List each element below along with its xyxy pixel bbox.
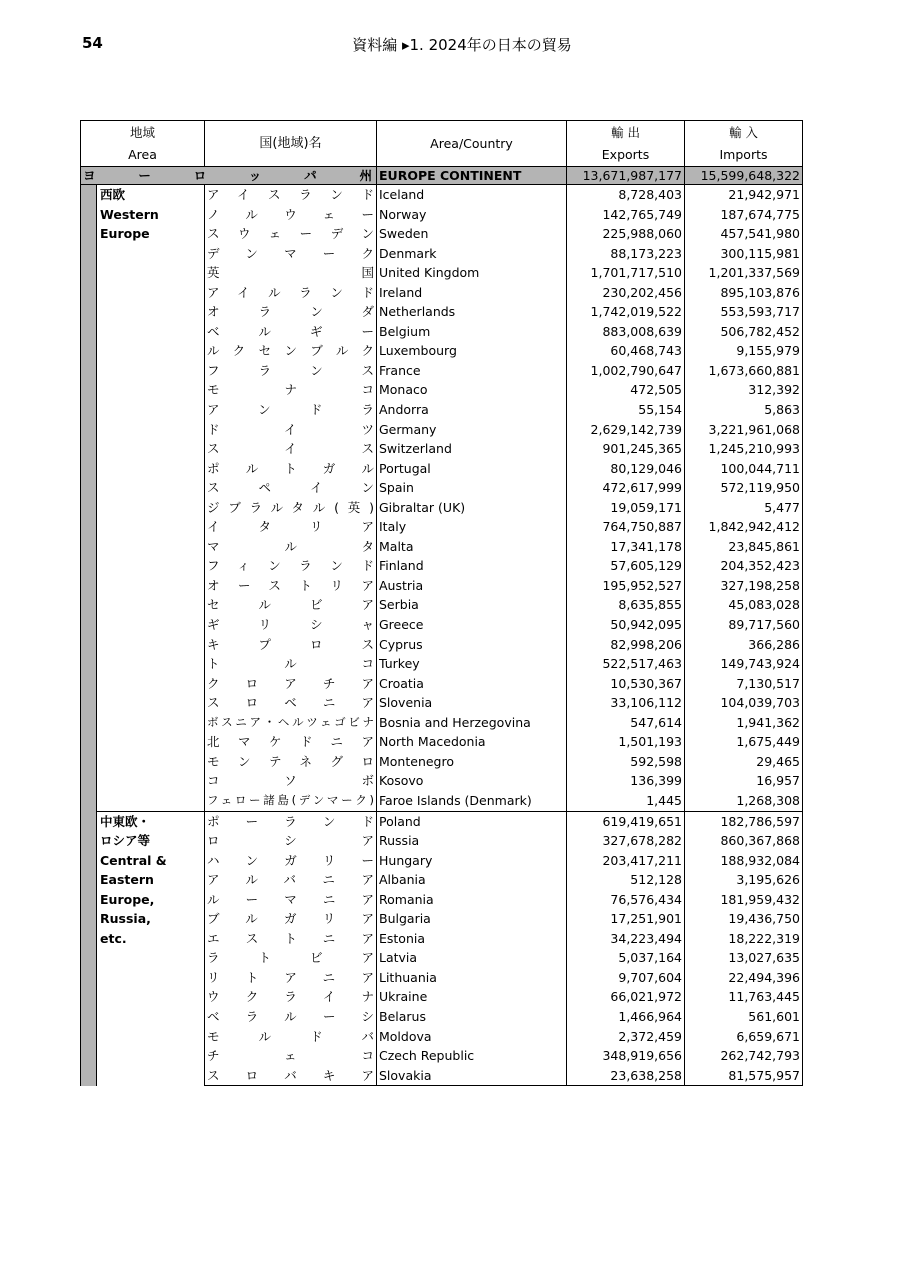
area-group-label [97,185,205,812]
exports-value: 76,576,434 [567,890,685,910]
country-name-ja: セルビア [205,595,377,615]
country-name-en: Gibraltar (UK) [377,498,567,518]
exports-value: 2,629,142,739 [567,420,685,440]
exports-value: 225,988,060 [567,224,685,244]
country-name-en: Belarus [377,1007,567,1027]
country-name-ja: ブルガリア [205,909,377,929]
imports-value: 182,786,597 [685,811,803,831]
country-name-ja: アルバニア [205,870,377,890]
country-name-en: Serbia [377,595,567,615]
area-label-line: Eastern [100,872,154,888]
exports-value: 10,530,367 [567,674,685,694]
country-name-ja: ポルトガル [205,459,377,479]
country-name-ja: フィンランド [205,556,377,576]
continent-exports: 13,671,987,177 [567,167,685,185]
country-name-ja: オランダ [205,302,377,322]
exports-value: 230,202,456 [567,283,685,303]
country-name-ja: モルドバ [205,1027,377,1047]
country-name-en: Cyprus [377,635,567,655]
country-name-en: Italy [377,517,567,537]
country-name-en: Poland [377,811,567,831]
imports-value: 262,742,793 [685,1046,803,1066]
country-name-ja: イタリア [205,517,377,537]
area-header [81,121,205,167]
exports-value: 764,750,887 [567,517,685,537]
imports-value: 13,027,635 [685,948,803,968]
imports-value: 100,044,711 [685,459,803,479]
country-name-ja: モンテネグロ [205,752,377,772]
imports-value: 11,763,445 [685,987,803,1007]
country-name-ja: アイスランド [205,185,377,205]
country-name-en: Estonia [377,929,567,949]
imports-value: 19,436,750 [685,909,803,929]
imports-value: 22,494,396 [685,968,803,988]
exports-value: 1,445 [567,791,685,811]
exports-value: 522,517,463 [567,654,685,674]
area-label-line: Russia, [100,911,151,927]
imports-value: 149,743,924 [685,654,803,674]
imports-value: 1,675,449 [685,732,803,752]
country-name-ja: ドイツ [205,420,377,440]
country-name-ja: 英国 [205,263,377,283]
imports-value: 5,863 [685,400,803,420]
country-name-en: France [377,361,567,381]
country-name-ja: アイルランド [205,283,377,303]
continent-imports: 15,599,648,322 [685,167,803,185]
country-name-ja: スウェーデン [205,224,377,244]
country-name-en: Slovenia [377,693,567,713]
country-name-en: Switzerland [377,439,567,459]
country-name-ja: モナコ [205,380,377,400]
country-name-ja: ラトビア [205,948,377,968]
country-name-ja: ウクライナ [205,987,377,1007]
country-name-ja: クロアチア [205,674,377,694]
country-name-en: Romania [377,890,567,910]
exports-value: 901,245,365 [567,439,685,459]
page-header: 資料編 ▸1. 2024年の日本の貿易 [352,36,572,54]
country-name-ja: ハンガリー [205,851,377,871]
imports-value: 9,155,979 [685,341,803,361]
area-header-en: Area [128,146,157,162]
exports-header-ja: 輸 出 [611,124,640,140]
exports-value: 327,678,282 [567,831,685,851]
imports-value: 181,959,432 [685,890,803,910]
imports-value: 3,221,961,068 [685,420,803,440]
country-name-en: Slovakia [377,1066,567,1086]
country-name-en: Montenegro [377,752,567,772]
area-label-line: 西欧 [100,187,126,202]
exports-value: 472,617,999 [567,478,685,498]
country-name-ja: ポーランド [205,811,377,831]
country-name-en: Spain [377,478,567,498]
country-name-en: Kosovo [377,771,567,791]
imports-value: 3,195,626 [685,870,803,890]
country-name-en: Norway [377,205,567,225]
country-name-en: Lithuania [377,968,567,988]
imports-value: 29,465 [685,752,803,772]
country-name-ja: スロバキア [205,1066,377,1086]
country-name-ja: フランス [205,361,377,381]
imports-value: 104,039,703 [685,693,803,713]
country-name-en: Greece [377,615,567,635]
country-name-ja: ジブラルタル(英) [205,498,377,518]
country-name-ja: デンマーク [205,244,377,264]
country-name-ja: ボスニア・ヘルツェゴビナ [205,713,377,733]
exports-header-en: Exports [601,146,650,162]
exports-value: 547,614 [567,713,685,733]
country-name-en: Russia [377,831,567,851]
continent-name-en: EUROPE CONTINENT [377,167,567,185]
area-label-line: Europe, [100,891,155,907]
country-name-en: Ukraine [377,987,567,1007]
country-name-en: Austria [377,576,567,596]
imports-value: 366,286 [685,635,803,655]
imports-value: 18,222,319 [685,929,803,949]
country-name-ja: オーストリア [205,576,377,596]
country-name-ja: ノルウェー [205,205,377,225]
country-name-ja: ギリシャ [205,615,377,635]
country-name-en: Malta [377,537,567,557]
country-name-en: Ireland [377,283,567,303]
area-label-line: 中東欧・ [100,813,151,829]
country-name-ja: ルクセンブルク [205,341,377,361]
imports-value: 1,673,660,881 [685,361,803,381]
imports-value: 45,083,028 [685,595,803,615]
exports-value: 80,129,046 [567,459,685,479]
country-en-header: Area/Country [377,121,567,167]
exports-value: 592,598 [567,752,685,772]
country-name-ja: ロシア [205,831,377,851]
exports-value: 472,505 [567,380,685,400]
exports-value: 136,399 [567,771,685,791]
exports-value: 60,468,743 [567,341,685,361]
imports-value: 21,942,971 [685,185,803,205]
trade-table [80,120,803,1086]
exports-value: 1,466,964 [567,1007,685,1027]
imports-value: 204,352,423 [685,556,803,576]
area-label-line: Europe [100,226,150,242]
exports-value: 5,037,164 [567,948,685,968]
exports-value: 2,372,459 [567,1027,685,1047]
country-name-ja: ベラルーシ [205,1007,377,1027]
exports-value: 17,251,901 [567,909,685,929]
exports-value: 50,942,095 [567,615,685,635]
country-name-ja: スペイン [205,478,377,498]
country-name-en: Iceland [377,185,567,205]
imports-value: 6,659,671 [685,1027,803,1047]
country-name-en: Bosnia and Herzegovina [377,713,567,733]
country-name-en: Portugal [377,459,567,479]
area-label-line: Central & [100,852,167,868]
exports-value: 512,128 [567,870,685,890]
imports-value: 23,845,861 [685,537,803,557]
exports-value: 8,635,855 [567,595,685,615]
imports-value: 300,115,981 [685,244,803,264]
continent-total-row [81,167,803,185]
country-name-en: Denmark [377,244,567,264]
exports-value: 55,154 [567,400,685,420]
imports-value: 1,268,308 [685,791,803,811]
exports-value: 17,341,178 [567,537,685,557]
imports-value: 1,842,942,412 [685,517,803,537]
imports-value: 81,575,957 [685,1066,803,1086]
exports-value: 1,002,790,647 [567,361,685,381]
imports-value: 187,674,775 [685,205,803,225]
country-name-ja: チェコ [205,1046,377,1066]
exports-value: 1,701,717,510 [567,263,685,283]
country-name-en: United Kingdom [377,263,567,283]
exports-value: 142,765,749 [567,205,685,225]
country-name-en: Luxembourg [377,341,567,361]
country-name-ja: フェロー諸島(デンマーク) [205,791,377,811]
country-name-en: Belgium [377,322,567,342]
imports-value: 188,932,084 [685,851,803,871]
country-ja-header: 国(地域)名 [205,121,377,167]
imports-value: 16,957 [685,771,803,791]
imports-value: 1,245,210,993 [685,439,803,459]
imports-value: 506,782,452 [685,322,803,342]
exports-value: 34,223,494 [567,929,685,949]
country-name-ja: スロベニア [205,693,377,713]
imports-value: 89,717,560 [685,615,803,635]
imports-value: 312,392 [685,380,803,400]
country-name-ja: アンドラ [205,400,377,420]
country-name-ja: スイス [205,439,377,459]
group-shade-bar [81,185,97,812]
country-name-ja: 北マケドニア [205,732,377,752]
country-name-ja: マルタ [205,537,377,557]
country-name-ja: ベルギー [205,322,377,342]
exports-value: 82,998,206 [567,635,685,655]
page-number: 54 [82,34,103,52]
imports-value: 327,198,258 [685,576,803,596]
imports-header-en: Imports [719,146,768,162]
exports-value: 8,728,403 [567,185,685,205]
country-name-en: Germany [377,420,567,440]
country-name-ja: エストニア [205,929,377,949]
imports-header-ja: 輸 入 [729,124,758,140]
country-name-en: Monaco [377,380,567,400]
imports-value: 895,103,876 [685,283,803,303]
country-name-en: Bulgaria [377,909,567,929]
group-shade-bar [81,811,97,1086]
country-name-ja: トルコ [205,654,377,674]
country-name-en: Netherlands [377,302,567,322]
exports-value: 195,952,527 [567,576,685,596]
imports-value: 860,367,868 [685,831,803,851]
exports-header [567,121,685,167]
exports-value: 619,419,651 [567,811,685,831]
country-name-ja: キプロス [205,635,377,655]
exports-value: 23,638,258 [567,1066,685,1086]
country-name-ja: リトアニア [205,968,377,988]
area-label-line: Western [100,206,159,222]
table-row [81,811,803,831]
country-name-en: Czech Republic [377,1046,567,1066]
country-name-ja: ルーマニア [205,890,377,910]
country-name-ja: コソボ [205,771,377,791]
exports-value: 883,008,639 [567,322,685,342]
imports-value: 7,130,517 [685,674,803,694]
imports-value: 5,477 [685,498,803,518]
area-label-line: ロシア等 [100,833,151,849]
exports-value: 203,417,211 [567,851,685,871]
country-name-en: Finland [377,556,567,576]
country-name-en: Faroe Islands (Denmark) [377,791,567,811]
exports-value: 66,021,972 [567,987,685,1007]
imports-value: 572,119,950 [685,478,803,498]
country-name-en: Sweden [377,224,567,244]
country-name-en: Albania [377,870,567,890]
imports-value: 457,541,980 [685,224,803,244]
imports-header [685,121,803,167]
country-name-en: Turkey [377,654,567,674]
exports-value: 33,106,112 [567,693,685,713]
exports-value: 348,919,656 [567,1046,685,1066]
area-group-label [97,811,205,1086]
area-label-line: etc. [100,930,127,946]
exports-value: 19,059,171 [567,498,685,518]
country-name-en: North Macedonia [377,732,567,752]
exports-value: 1,742,019,522 [567,302,685,322]
imports-value: 1,941,362 [685,713,803,733]
country-name-en: Croatia [377,674,567,694]
imports-value: 553,593,717 [685,302,803,322]
country-name-en: Moldova [377,1027,567,1047]
area-header-ja: 地域 [129,124,155,140]
country-name-en: Andorra [377,400,567,420]
imports-value: 561,601 [685,1007,803,1027]
country-name-en: Hungary [377,851,567,871]
table-row [81,185,803,205]
exports-value: 88,173,223 [567,244,685,264]
exports-value: 57,605,129 [567,556,685,576]
imports-value: 1,201,337,569 [685,263,803,283]
exports-value: 9,707,604 [567,968,685,988]
exports-value: 1,501,193 [567,732,685,752]
continent-name-ja: ヨーロッパ州 [81,167,377,185]
country-name-en: Latvia [377,948,567,968]
table-header-row [81,121,803,167]
